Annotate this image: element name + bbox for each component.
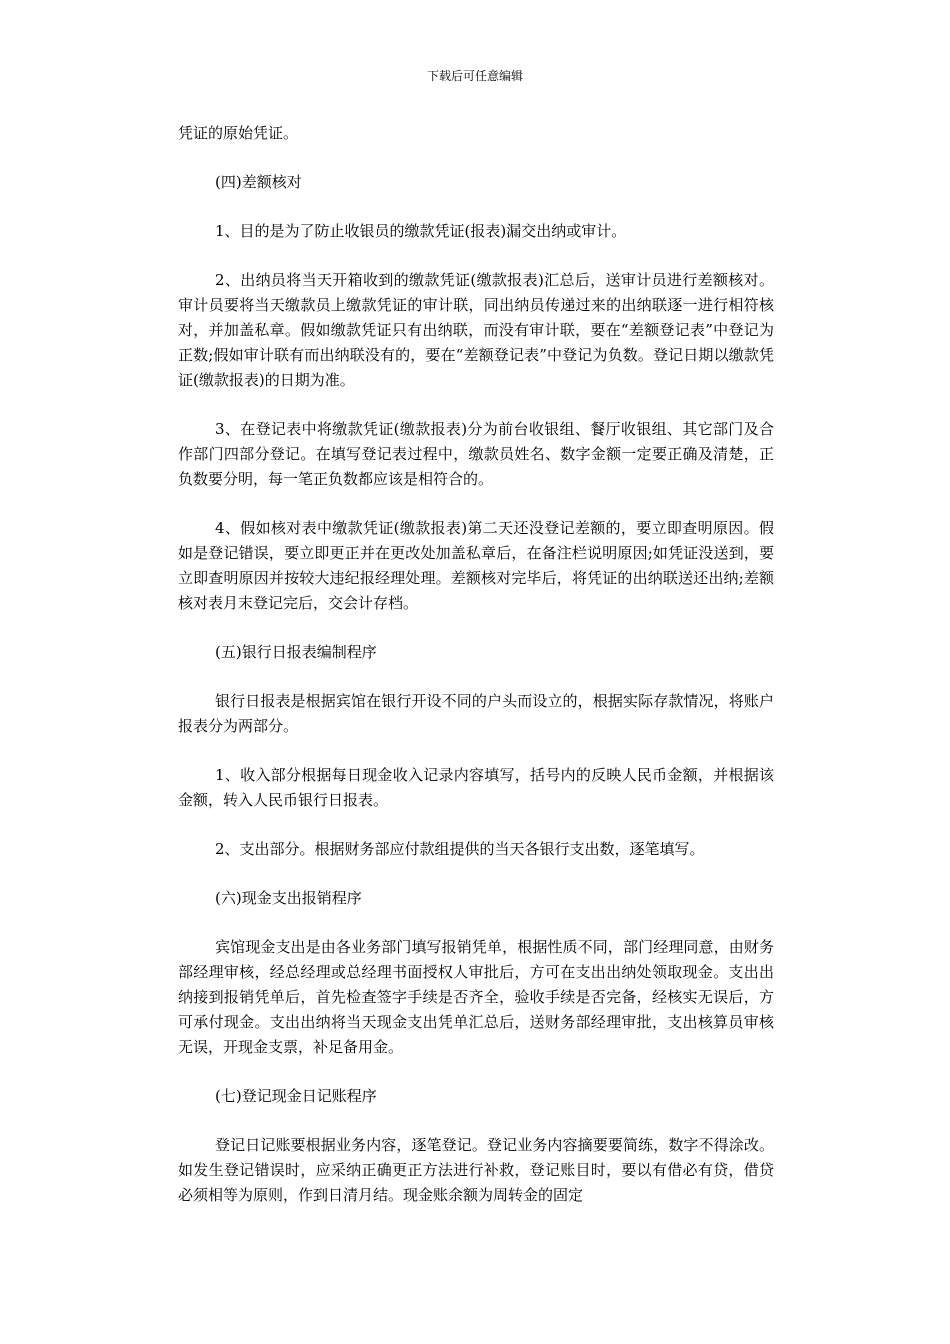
- paragraph: 2、支出部分。根据财务部应付款组提供的当天各银行支出数，逐笔填写。: [215, 840, 705, 858]
- section-heading-4: (四)差额核对: [215, 173, 302, 191]
- page-header: 下载后可任意编辑: [426, 69, 523, 83]
- section-heading-7: (七)登记现金日记账程序: [215, 1087, 377, 1105]
- paragraph: 1、目的是为了防止收银员的缴款凭证(报表)漏交出纳或审计。: [215, 222, 627, 240]
- paragraph: 1、收入部分根据每日现金收入记录内容填写，括号内的反映人民币金额，并根据该金额，转入人民币银行日报表。: [178, 766, 774, 809]
- paragraph: 4、假如核对表中缴款凭证(缴款报表)第二天还没登记差额的，要立即查明原因。假如是登记错误，要立即更正并在更改处加盖私章后，在备注栏说明原因;如凭证没送到，要立即查明原因并按较大违纪报经理处理。差额核对完毕后，将凭证的出纳联送还出纳;差额核对表月末登记完后，交会计存档。: [178, 519, 774, 612]
- paragraph-continuation: 凭证的原始凭证。: [178, 124, 299, 142]
- paragraph: 3、在登记表中将缴款凭证(缴款报表)分为前台收银组、餐厅收银组、其它部门及合作部门四部分登记。在填写登记表过程中，缴款员姓名、数字金额一定要正确及清楚，正负数要分明，每一笔正负数都应该是相符合的。: [178, 420, 774, 488]
- paragraph: 宾馆现金支出是由各业务部门填写报销凭单，根据性质不同，部门经理同意，由财务部经理审核，经总经理或总经理书面授权人审批后，方可在支出出纳处领取现金。支出出纳接到报销凭单后，首先检查签字手续是否齐全，验收手续是否完备，经核实无误后，方可承付现金。支出出纳将当天现金支出凭单汇总后，送财务部经理审批，支出核算员审核无误，开现金支票，补足备用金。: [178, 938, 774, 1056]
- paragraph: 银行日报表是根据宾馆在银行开设不同的户头而设立的，根据实际存款情况，将账户报表分为两部分。: [178, 692, 774, 735]
- section-heading-5: (五)银行日报表编制程序: [215, 643, 377, 661]
- paragraph: 登记日记账要根据业务内容，逐笔登记。登记业务内容摘要要简练，数字不得涂改。如发生登记错误时，应采纳正确更正方法进行补救，登记账目时，要以有借必有贷，借贷必须相等为原则，作到日清月结。现金账余额为周转金的固定: [178, 1136, 774, 1204]
- paragraph: 2、出纳员将当天开箱收到的缴款凭证(缴款报表)汇总后，送审计员进行差额核对。审计员要将当天缴款员上缴款凭证的审计联，同出纳员传递过来的出纳联逐一进行相符核对，并加盖私章。假如缴款凭证只有出纳联，而没有审计联，要在“差额登记表”中登记为正数;假如审计联有而出纳联没有的，要在“差额登记表”中登记为负数。登记日期以缴款凭证(缴款报表)的日期为准。: [178, 271, 774, 389]
- section-heading-6: (六)现金支出报销程序: [215, 889, 362, 907]
- document-body: [178, 121, 774, 1232]
